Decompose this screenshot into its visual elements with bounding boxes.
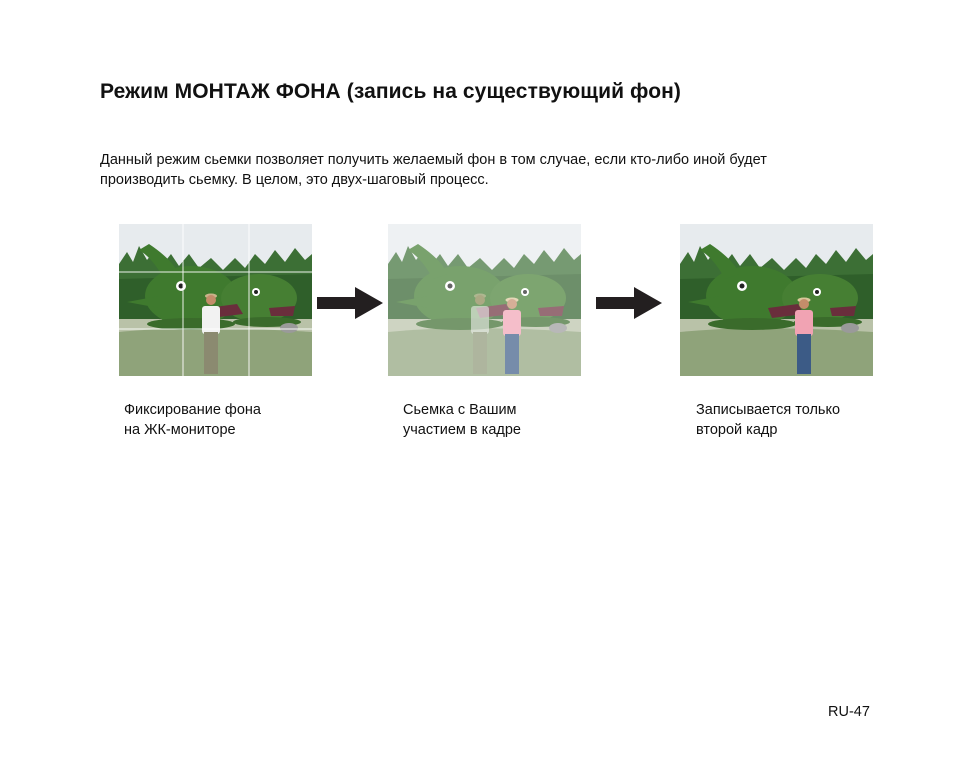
step-2-caption-line-2: участием в кадре	[403, 421, 521, 438]
step-3-photo	[680, 224, 873, 376]
intro-paragraph	[100, 150, 860, 190]
intro-line-2: производить сьемку. В целом, это двух-шаговый процесс.	[100, 172, 489, 188]
arrow-right-icon	[596, 285, 662, 321]
page-title: Режим МОНТАЖ ФОНА (запись на существующий фон)	[100, 80, 682, 103]
step-3-caption-line-2: второй кадр	[696, 421, 778, 438]
step-2-caption-line-1: Сьемка с Вашим	[403, 402, 517, 418]
step-1-caption	[124, 401, 261, 440]
step-1-caption-line-1: Фиксирование фона	[124, 402, 261, 418]
step-2-caption	[403, 401, 521, 440]
page-number: RU-47	[828, 704, 870, 720]
step-1-photo	[119, 224, 312, 376]
step-1-caption-line-2: на ЖК-мониторе	[124, 421, 236, 438]
arrow-right-icon	[317, 285, 383, 321]
step-3-caption	[696, 401, 840, 440]
intro-line-1: Данный режим сьемки позволяет получить желаемый фон в том случае, если кто-либо иной будет	[100, 152, 767, 168]
step-2-photo	[388, 224, 581, 376]
step-3-caption-line-1: Записывается только	[696, 402, 841, 418]
